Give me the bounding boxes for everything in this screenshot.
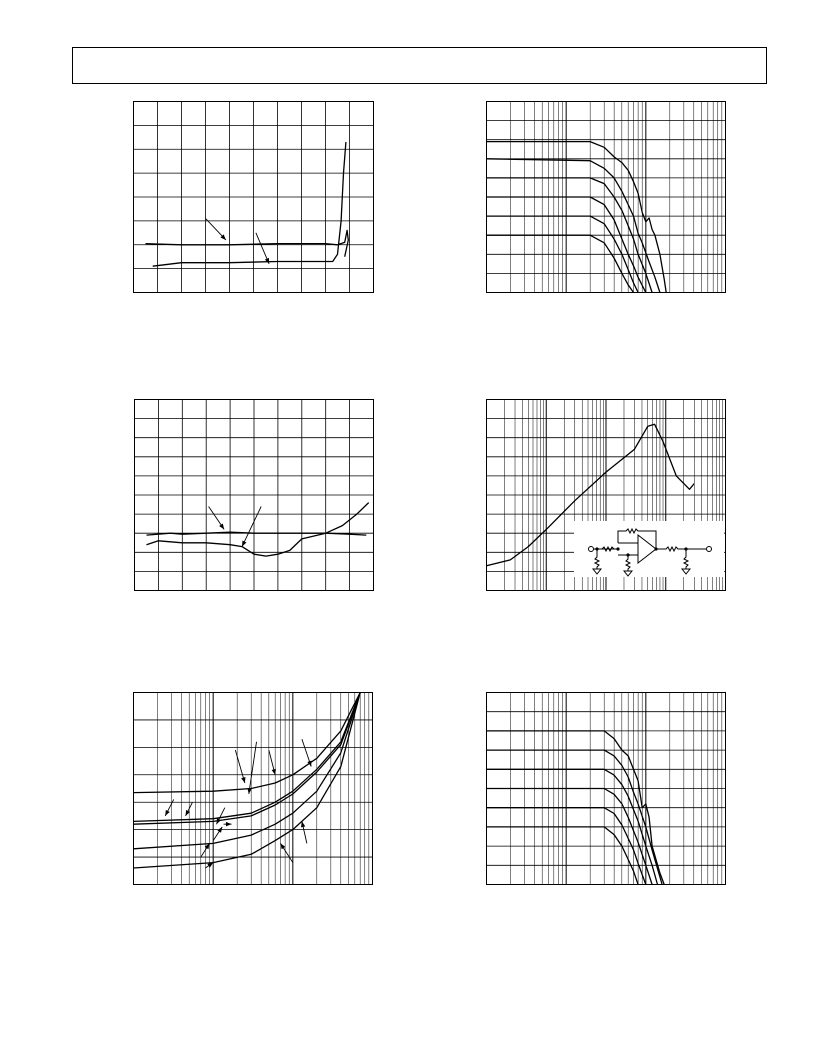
series-line-5 xyxy=(134,693,361,869)
input-terminal xyxy=(589,547,594,552)
arrow-head xyxy=(219,524,224,530)
arrow-head xyxy=(226,822,232,826)
series-line-2 xyxy=(147,503,369,556)
arrow-head xyxy=(216,818,221,824)
arrow-head xyxy=(242,541,246,547)
junction-dot xyxy=(616,547,619,550)
junction-dot xyxy=(684,547,687,550)
chart-panel-6 xyxy=(486,692,726,885)
series-line-6 xyxy=(487,235,634,292)
arrow-head xyxy=(217,827,222,833)
annotation-leader xyxy=(242,506,261,546)
junction-dot xyxy=(595,547,598,550)
series-line-2 xyxy=(487,750,663,884)
chart-panel-1 xyxy=(133,101,374,293)
series-line-1 xyxy=(146,230,349,256)
output-terminal xyxy=(707,547,712,552)
chart-panel-4 xyxy=(486,399,726,591)
header-box xyxy=(72,47,767,84)
inset-schematic xyxy=(574,521,724,577)
series-line-1 xyxy=(134,693,361,793)
arrow-head xyxy=(307,761,311,767)
arrow-head xyxy=(280,843,285,849)
series-line-1 xyxy=(487,142,667,293)
series-line-4 xyxy=(134,693,361,849)
grid xyxy=(135,400,374,591)
junction-dot xyxy=(626,553,629,556)
arrow-head xyxy=(265,258,269,264)
series-line-1 xyxy=(147,532,367,535)
series-line-2 xyxy=(487,159,660,293)
chart-panel-3 xyxy=(134,399,374,591)
arrow-head xyxy=(241,777,245,783)
arrow-head xyxy=(165,810,170,816)
annotation-leader xyxy=(249,742,257,794)
chart-panel-5 xyxy=(133,692,373,885)
junction-dot xyxy=(654,547,657,550)
chart-panel-2 xyxy=(486,101,726,293)
